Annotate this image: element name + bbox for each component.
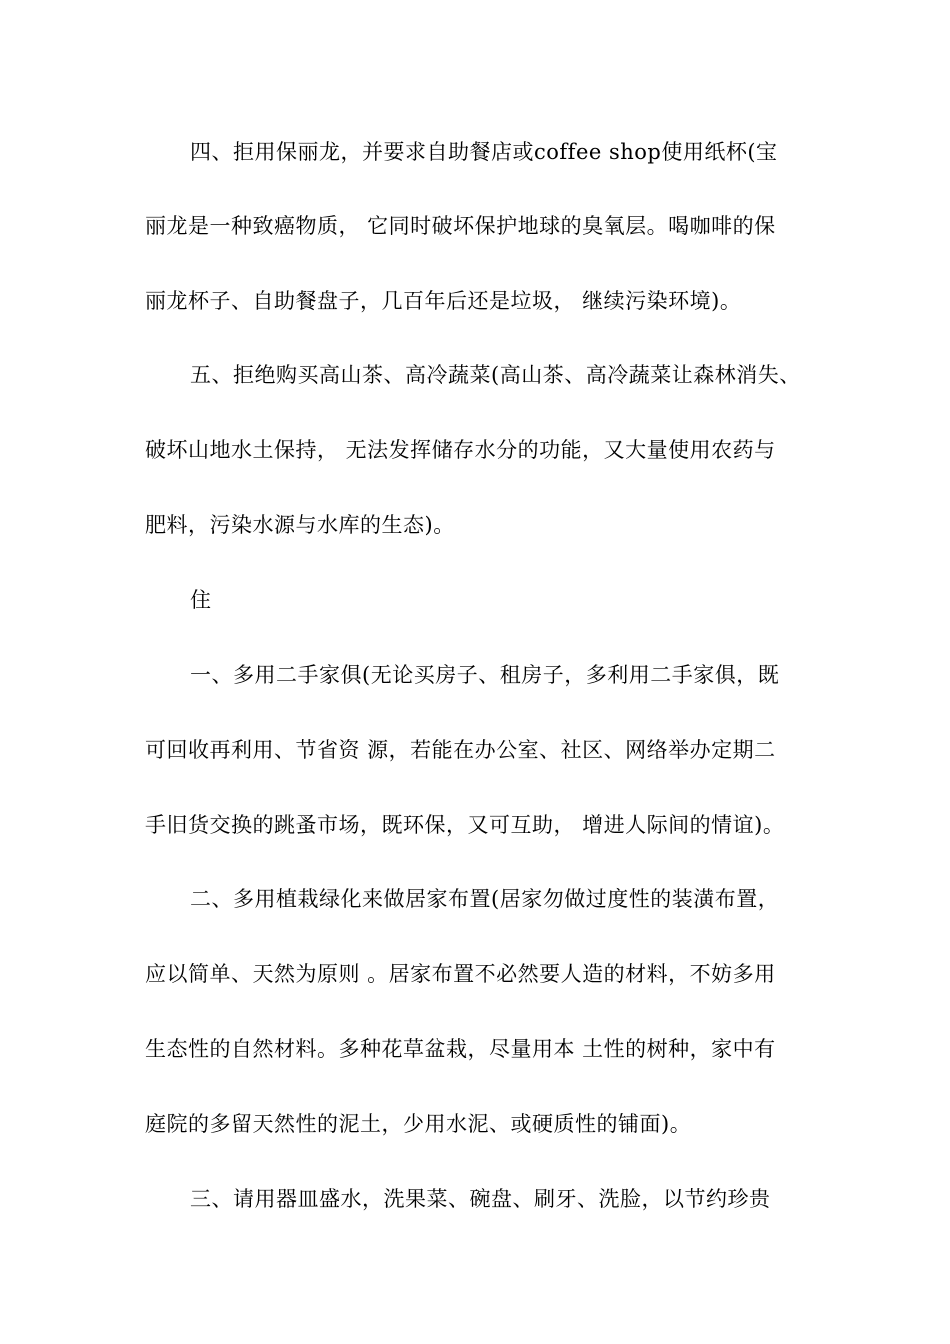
paragraph-2-line-4: 庭院的多留天然性的泥土，少用水泥、或硬质性的铺面)。	[145, 1112, 692, 1136]
paragraph-5-line-3: 肥料，污染水源与水库的生态)。	[145, 513, 455, 537]
paragraph-1-line-3: 手旧货交换的跳蚤市场，既环保，又可互助， 增进人际间的情谊)。	[145, 813, 785, 837]
paragraph-2-line-2: 应以简单、天然为原则 。居家布置不必然要人造的材料，不妨多用	[145, 962, 776, 986]
paragraph-4-line-1: 四、拒用保丽龙，并要求自助餐店或coffee shop使用纸杯(宝	[190, 140, 778, 164]
section-heading-zhu: 住	[190, 588, 212, 612]
paragraph-2-line-1: 二、多用植栽绿化来做居家布置(居家勿做过度性的装潢布置，	[190, 887, 780, 911]
paragraph-5-line-2: 破坏山地水土保持， 无法发挥储存水分的功能，又大量使用农药与	[145, 438, 776, 462]
paragraph-1-line-2: 可回收再利用、节省资 源，若能在办公室、社区、网络举办定期二	[145, 738, 776, 762]
paragraph-4-line-2: 丽龙是一种致癌物质， 它同时破坏保护地球的臭氧层。喝咖啡的保	[145, 214, 776, 238]
paragraph-5-line-1: 五、拒绝购买高山茶、高冷蔬菜(高山茶、高冷蔬菜让森林消失、	[190, 363, 801, 387]
paragraph-2-line-3: 生态性的自然材料。多种花草盆栽，尽量用本 土性的树种，家中有	[145, 1037, 776, 1061]
paragraph-1-line-1: 一、多用二手家俱(无论买房子、租房子，多利用二手家俱，既	[190, 663, 780, 687]
paragraph-3-line-1: 三、请用器皿盛水，洗果菜、碗盘、刷牙、洗脸，以节约珍贵	[190, 1187, 771, 1211]
paragraph-4-line-3: 丽龙杯子、自助餐盘子，几百年后还是垃圾， 继续污染环境)。	[145, 289, 742, 313]
